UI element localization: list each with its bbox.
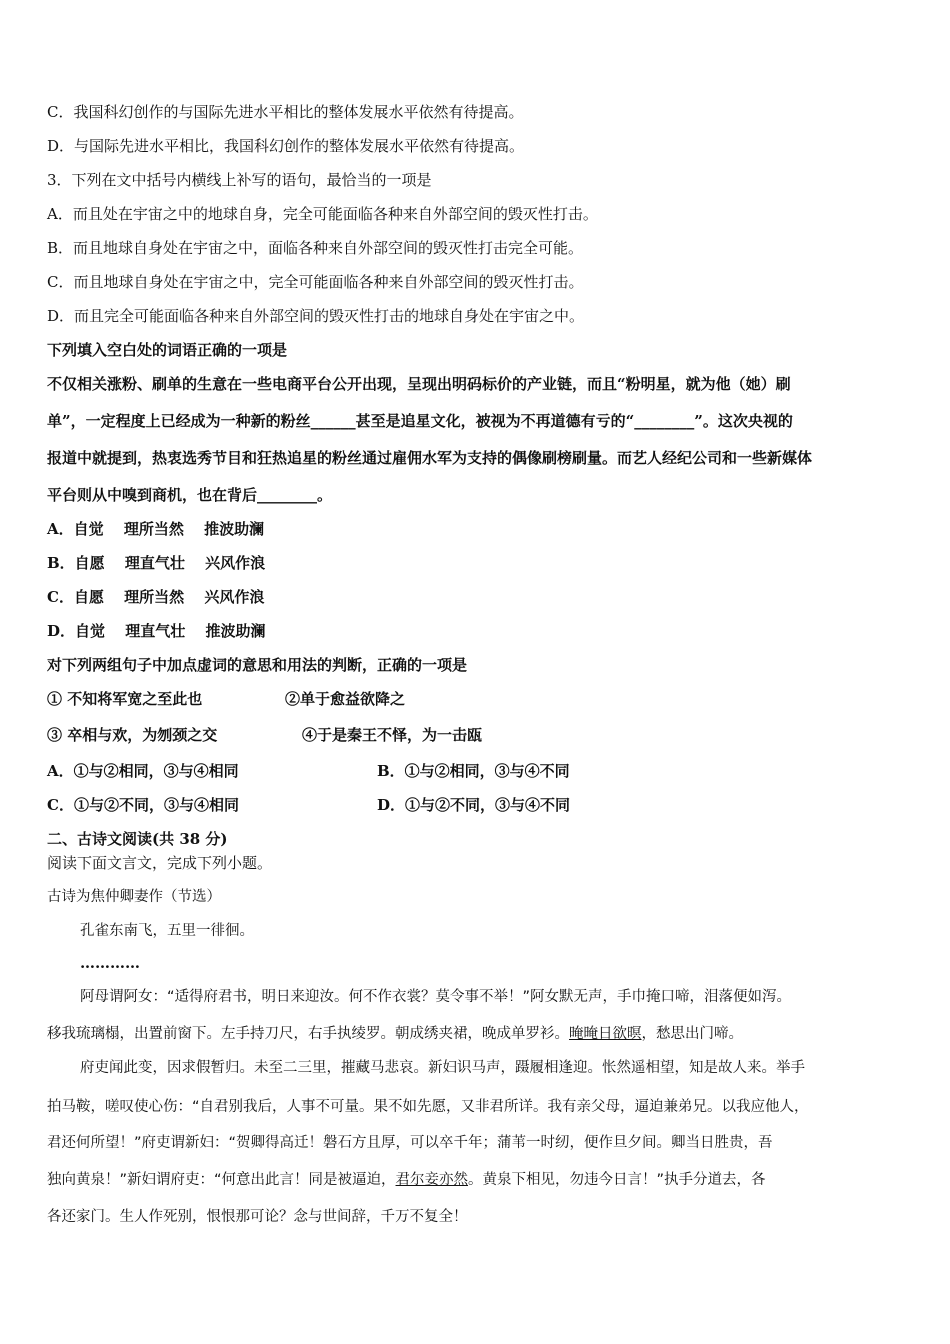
q4-option-b: B．自愿 理直气壮 兴风作浪 bbox=[47, 554, 266, 572]
poem-para-2-line-3: 君还何所望！”府吏谓新妇：“贺卿得高迁！磐石方且厚，可以卒千年；蒲苇一时纫，便作旦夕间。卿当日胜贵，吾 bbox=[47, 1135, 773, 1151]
q5-sentence-4: ④于是秦王不怿，为一击瓯 bbox=[302, 726, 483, 744]
q3-option-b: B．而且地球自身处在宇宙之中，面临各种来自外部空间的毁灭性打击完全可能。 bbox=[47, 239, 584, 257]
poem-first-line: 孔雀东南飞，五里一徘徊。 bbox=[80, 923, 254, 939]
underlined-phrase-1: 晻晻日欲暝 bbox=[569, 1026, 642, 1042]
section-2-heading: 二、古诗文阅读(共 38 分) bbox=[47, 830, 228, 848]
q4-passage-line-3: 报道中就提到，热衷选秀节目和狂热追星的粉丝通过雇佣水军为支持的偶像刷榜刷量。而艺人经纪公司和一些新媒体 bbox=[47, 449, 813, 467]
q4-passage-line-4: 平台则从中嗅到商机，也在背后________。 bbox=[47, 486, 333, 504]
poem-para-1-line-2 bbox=[47, 1024, 907, 1044]
underlined-phrase-2: 君尔妾亦然 bbox=[395, 1172, 469, 1188]
q4-option-c: C．自愿 理所当然 兴风作浪 bbox=[47, 588, 265, 606]
q3-stem: 3．下列在文中括号内横线上补写的语句，最恰当的一项是 bbox=[47, 171, 432, 189]
q5-option-b: B．①与②相同，③与④不同 bbox=[377, 762, 570, 780]
q5-sentence-row-1 bbox=[47, 689, 907, 709]
q5-option-c: C．①与②不同，③与④相同 bbox=[47, 796, 239, 814]
poem-ellipsis: ………… bbox=[80, 954, 140, 972]
q4-option-d: D．自觉 理直气壮 推波助澜 bbox=[47, 622, 266, 640]
q4-passage-line-1: 不仅相关涨粉、刷单的生意在一些电商平台公开出现，呈现出明码标价的产业链，而且“粉明星，就为他（她）刷 bbox=[47, 375, 791, 393]
q5-option-row-2 bbox=[47, 795, 907, 815]
q5-sentence-row-2 bbox=[47, 725, 907, 745]
q5-sentence-1: ① 不知将军宽之至此也 bbox=[47, 690, 203, 708]
q3-option-c: C．而且地球自身处在宇宙之中，完全可能面临各种来自外部空间的毁灭性打击。 bbox=[47, 273, 584, 291]
q2-option-c: C．我国科幻创作的与国际先进水平相比的整体发展水平依然有待提高。 bbox=[47, 103, 524, 121]
poem-para-2-text-b: 。黄泉下相见，勿违今日言！”执手分道去，各 bbox=[468, 1172, 766, 1188]
q5-option-d: D．①与②不同，③与④不同 bbox=[377, 796, 571, 814]
q3-option-a: A．而且处在宇宙之中的地球自身，完全可能面临各种来自外部空间的毁灭性打击。 bbox=[47, 205, 598, 223]
q2-option-d: D．与国际先进水平相比，我国科幻创作的整体发展水平依然有待提高。 bbox=[47, 137, 525, 155]
q5-sentence-2: ②单于愈益欲降之 bbox=[285, 690, 406, 708]
poem-para-2-line-2: 拍马鞍，嗟叹使心伤：“自君别我后，人事不可量。果不如先愿，又非君所详。我有亲父母，逼迫兼弟兄。以我应他人， bbox=[47, 1099, 809, 1115]
poem-title: 古诗为焦仲卿妻作（节选） bbox=[47, 889, 221, 905]
q4-stem: 下列填入空白处的词语正确的一项是 bbox=[47, 341, 288, 359]
poem-para-2-line-5: 各还家门。生人作死别，恨恨那可论？念与世间辞，千万不复全！ bbox=[47, 1209, 468, 1225]
section-2-instruction: 阅读下面文言文，完成下列小题。 bbox=[47, 854, 273, 872]
q5-sentence-3: ③ 卒相与欢，为刎颈之交 bbox=[47, 726, 218, 744]
q5-option-row-1 bbox=[47, 761, 907, 781]
q4-passage-line-2: 单”，一定程度上已经成为一种新的粉丝______甚至是追星文化，被视为不再道德有亏的“________”。这次央视的 bbox=[47, 412, 793, 430]
poem-para-1-text-b: ，愁思出门啼。 bbox=[641, 1026, 743, 1042]
poem-para-2-text-a: 独向黄泉！”新妇谓府吏：“何意出此言！同是被逼迫， bbox=[47, 1172, 396, 1188]
q5-option-a: A．①与②相同，③与④相同 bbox=[47, 762, 239, 780]
q3-option-d: D．而且完全可能面临各种来自外部空间的毁灭性打击的地球自身处在宇宙之中。 bbox=[47, 307, 585, 325]
poem-para-2-line-1: 府吏闻此变，因求假暂归。未至二三里，摧藏马悲哀。新妇识马声，蹑履相逢迎。怅然遥相望，知是故人来。举手 bbox=[80, 1060, 805, 1076]
poem-para-1-line-1: 阿母谓阿女：“适得府君书，明日来迎汝。何不作衣裳？莫令事不举！”阿女默无声，手巾掩口啼，泪落便如泻。 bbox=[80, 989, 792, 1005]
poem-para-1-text-a: 移我琉璃榻，出置前窗下。左手持刀尺，右手执绫罗。朝成绣夹裙，晚成单罗衫。 bbox=[47, 1026, 569, 1042]
q5-stem: 对下列两组句子中加点虚词的意思和用法的判断，正确的一项是 bbox=[47, 656, 468, 674]
poem-para-2-line-4 bbox=[47, 1170, 907, 1190]
q4-option-a: A．自觉 理所当然 推波助澜 bbox=[47, 520, 265, 538]
